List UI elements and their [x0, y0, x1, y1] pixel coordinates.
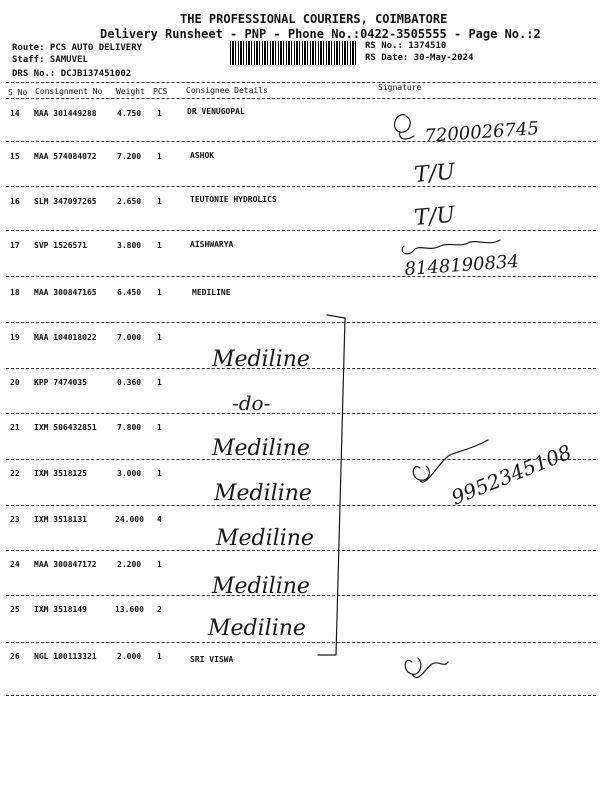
handwritten-phone: 9952345108	[447, 439, 575, 510]
row-20-consignment: KPP 7474035	[34, 378, 87, 387]
row-19-pcs: 1	[157, 333, 162, 342]
col-signature: Signature	[378, 83, 422, 92]
row-22-sno: 22	[10, 469, 20, 478]
row-18-consignee: MEDILINE	[192, 288, 231, 297]
row-18-consignment: MAA 300847165	[34, 288, 97, 297]
col-consignee: Consignee Details	[186, 86, 268, 95]
row-17-sno: 17	[10, 241, 20, 250]
header-top-rule	[6, 82, 596, 83]
col-pcs: PCS	[153, 87, 168, 96]
route: Route: PCS AUTO DELIVERY	[12, 43, 143, 53]
row-16-consignment: SLM 347097265	[34, 197, 97, 206]
row-rule	[6, 459, 596, 460]
row-14-consignment: MAA 301449288	[34, 109, 97, 118]
row-25-sno: 25	[10, 605, 20, 614]
row-24-sno: 24	[10, 560, 20, 569]
drs-number: DRS No.: DCJB137451002	[12, 69, 132, 79]
row-19-sno: 19	[10, 333, 20, 342]
row-rule	[6, 141, 596, 142]
handwritten-mediline: Mediline	[208, 616, 306, 641]
row-16-sno: 16	[10, 197, 20, 206]
row-26-consignee: SRI VISWA	[190, 655, 234, 664]
col-weight: Weight	[116, 87, 145, 96]
row-26-weight: 2.000	[117, 652, 142, 661]
row-22-consignment: IXM 3518125	[34, 469, 87, 478]
row-23-pcs: 4	[157, 515, 162, 524]
row-17-consignee: AISHWARYA	[190, 240, 234, 249]
row-25-pcs: 2	[157, 605, 162, 614]
row-20-pcs: 1	[157, 378, 162, 387]
handwritten-mediline: Mediline	[212, 574, 310, 599]
row-rule	[6, 322, 596, 323]
col-consignment: Consignment No	[35, 87, 103, 96]
row-24-pcs: 1	[157, 560, 162, 569]
row-15-consignee: ASHOK	[190, 151, 215, 160]
row-14-consignee: DR VENUGOPAL	[187, 107, 245, 116]
handwritten-tu: T/U	[413, 159, 457, 188]
row-21-weight: 7.800	[117, 423, 142, 432]
row-26-consignment: NGL 100113321	[34, 652, 97, 661]
row-14-weight: 4.750	[117, 109, 142, 118]
row-16-consignee: TEUTONIE HYDROLICS	[190, 195, 277, 204]
handwritten-mediline: Mediline	[212, 436, 310, 461]
row-rule	[6, 550, 596, 551]
row-19-weight: 7.000	[117, 333, 142, 342]
handwritten-tu: T/U	[413, 202, 457, 231]
row-26-sno: 26	[10, 652, 20, 661]
rs-date: RS Date: 30-May-2024	[365, 53, 474, 63]
handwritten-ditto: -do-	[232, 391, 271, 415]
row-17-weight: 3.800	[117, 241, 142, 250]
row-18-weight: 6.450	[117, 288, 142, 297]
row-25-weight: 13.600	[115, 605, 144, 614]
row-rule	[6, 186, 596, 187]
row-18-sno: 18	[10, 288, 20, 297]
row-25-consignment: IXM 3518149	[34, 605, 87, 614]
row-23-consignment: IXM 3518131	[34, 515, 87, 524]
row-rule	[6, 505, 596, 506]
row-21-consignment: IXM 506432851	[34, 423, 97, 432]
row-16-weight: 2.650	[117, 197, 142, 206]
row-20-sno: 20	[10, 378, 20, 387]
row-18-pcs: 1	[157, 288, 162, 297]
row-24-consignment: MAA 300847172	[34, 560, 97, 569]
handwritten-phone: 8148190834	[403, 251, 520, 280]
staff: Staff: SAMUVEL	[12, 55, 88, 65]
row-16-pcs: 1	[157, 197, 162, 206]
signature-scribble	[402, 240, 500, 254]
row-17-pcs: 1	[157, 241, 162, 250]
handwritten-mediline: Mediline	[214, 481, 312, 506]
barcode	[230, 41, 358, 65]
row-rule	[6, 595, 596, 596]
bracket-line	[318, 315, 345, 655]
signature-scribble	[395, 115, 414, 139]
row-rule	[6, 230, 596, 231]
row-15-consignment: MAA 574084072	[34, 152, 97, 161]
row-21-sno: 21	[10, 423, 20, 432]
row-20-weight: 0.360	[117, 378, 142, 387]
row-19-consignment: MAA 104018022	[34, 333, 97, 342]
signature-scribble	[413, 440, 488, 482]
row-22-weight: 3.000	[117, 469, 142, 478]
handwritten-mediline: Mediline	[212, 347, 310, 372]
row-15-weight: 7.200	[117, 152, 142, 161]
handwritten-phone: 7200026745	[423, 118, 540, 147]
row-rule	[6, 276, 596, 277]
row-15-sno: 15	[10, 152, 20, 161]
row-rule	[6, 695, 596, 696]
row-15-pcs: 1	[157, 152, 162, 161]
rs-number: RS No.: 1374510	[365, 41, 447, 51]
header-bottom-rule	[6, 98, 596, 99]
row-24-weight: 2.200	[117, 560, 142, 569]
row-22-pcs: 1	[157, 469, 162, 478]
row-21-pcs: 1	[157, 423, 162, 432]
row-23-sno: 23	[10, 515, 20, 524]
row-14-pcs: 1	[157, 109, 162, 118]
row-rule	[6, 642, 596, 643]
row-17-consignment: SVP 1526571	[34, 241, 87, 250]
company-name: THE PROFESSIONAL COURIERS, COIMBATORE	[180, 12, 448, 26]
signature-scribble	[405, 658, 448, 678]
row-14-sno: 14	[10, 109, 20, 118]
col-sno: S No	[8, 88, 28, 97]
row-23-weight: 24.000	[115, 515, 144, 524]
runsheet-line: Delivery Runsheet - PNP - Phone No.:0422-3505555 - Page No.:2	[100, 27, 541, 41]
handwritten-mediline: Mediline	[216, 526, 314, 551]
row-rule	[6, 413, 596, 414]
row-26-pcs: 1	[157, 652, 162, 661]
row-rule	[6, 368, 596, 369]
